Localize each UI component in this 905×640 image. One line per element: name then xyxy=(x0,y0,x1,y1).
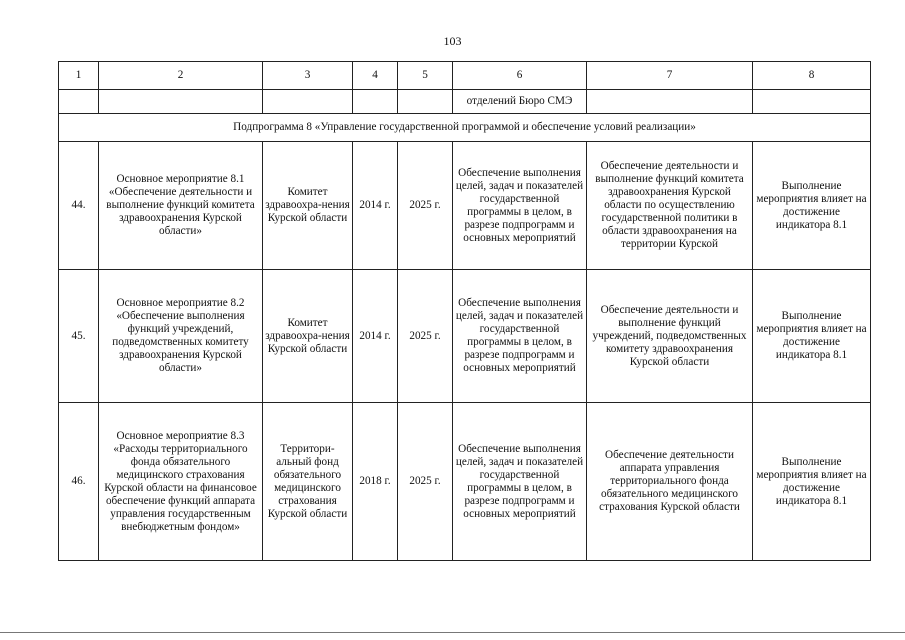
end-year: 2025 г. xyxy=(398,270,453,403)
continuation-row xyxy=(59,90,871,114)
column-header-4: 4 xyxy=(353,62,398,90)
expected-result: Обеспечение выполнения целей, задач и показателей государственной программы в целом, в разрезе подпрограмм и основных мероприятий xyxy=(453,270,587,403)
end-year: 2025 г. xyxy=(398,142,453,270)
activity-name: Основное мероприятие 8.3 «Расходы территориального фонда обязательного медицинского страхования Курской области на финансовое обеспечение функций аппарата управления государственным внебюджетным фондом» xyxy=(99,403,263,561)
start-year: 2014 г. xyxy=(353,142,398,270)
cell-empty xyxy=(263,90,353,114)
indicator-link: Выполнение мероприятия влияет на достижение индикатора 8.1 xyxy=(753,142,871,270)
executor: Территори-альный фонд обязательного медицинского страхования Курской области xyxy=(263,403,353,561)
cell-empty xyxy=(398,90,453,114)
row-number: 44. xyxy=(59,142,99,270)
expected-result: Обеспечение выполнения целей, задач и показателей государственной программы в целом, в разрезе подпрограмм и основных мероприятий xyxy=(453,403,587,561)
end-year: 2025 г. xyxy=(398,403,453,561)
activity-name: Основное мероприятие 8.2 «Обеспечение выполнения функций учреждений, подведомственных комитету здравоохранения Курской области» xyxy=(99,270,263,403)
column-header-6: 6 xyxy=(453,62,587,90)
start-year: 2018 г. xyxy=(353,403,398,561)
cell-empty xyxy=(753,90,871,114)
cell-empty xyxy=(99,90,263,114)
subprogram-row xyxy=(59,114,871,142)
activities-table xyxy=(58,61,871,561)
activity-content: Обеспечение деятельности и выполнение функций комитета здравоохранения Курской области по осуществлению государственной политики в области здравоохранения на территории Курской xyxy=(587,142,753,270)
start-year: 2014 г. xyxy=(353,270,398,403)
indicator-link: Выполнение мероприятия влияет на достижение индикатора 8.1 xyxy=(753,403,871,561)
indicator-link: Выполнение мероприятия влияет на достижение индикатора 8.1 xyxy=(753,270,871,403)
column-header-1: 1 xyxy=(59,62,99,90)
cell-empty xyxy=(353,90,398,114)
column-number-row xyxy=(59,62,871,90)
page-bottom-rule xyxy=(0,632,905,633)
cell-empty xyxy=(587,90,753,114)
column-header-2: 2 xyxy=(99,62,263,90)
activity-name: Основное мероприятие 8.1 «Обеспечение деятельности и выполнение функций комитета здравоохранения Курской области» xyxy=(99,142,263,270)
page-number: 103 xyxy=(443,34,462,48)
activity-content: Обеспечение деятельности и выполнение функций учреждений, подведомственных комитету здравоохранения Курской области xyxy=(587,270,753,403)
row-number: 46. xyxy=(59,403,99,561)
column-header-3: 3 xyxy=(263,62,353,90)
table-row xyxy=(59,403,871,561)
column-header-5: 5 xyxy=(398,62,453,90)
activity-content: Обеспечение деятельности аппарата управления территориального фонда обязательного медицинского страхования Курской области xyxy=(587,403,753,561)
table-row xyxy=(59,270,871,403)
row-number: 45. xyxy=(59,270,99,403)
continuation-text: отделений Бюро СМЭ xyxy=(453,90,587,114)
column-header-8: 8 xyxy=(753,62,871,90)
subprogram-title: Подпрограмма 8 «Управление государственной программой и обеспечение условий реализации» xyxy=(59,114,871,142)
table-row xyxy=(59,142,871,270)
executor: Комитет здравоохра-нения Курской области xyxy=(263,270,353,403)
expected-result: Обеспечение выполнения целей, задач и показателей государственной программы в целом, в разрезе подпрограмм и основных мероприятий xyxy=(453,142,587,270)
column-header-7: 7 xyxy=(587,62,753,90)
cell-empty xyxy=(59,90,99,114)
executor: Комитет здравоохра-нения Курской области xyxy=(263,142,353,270)
